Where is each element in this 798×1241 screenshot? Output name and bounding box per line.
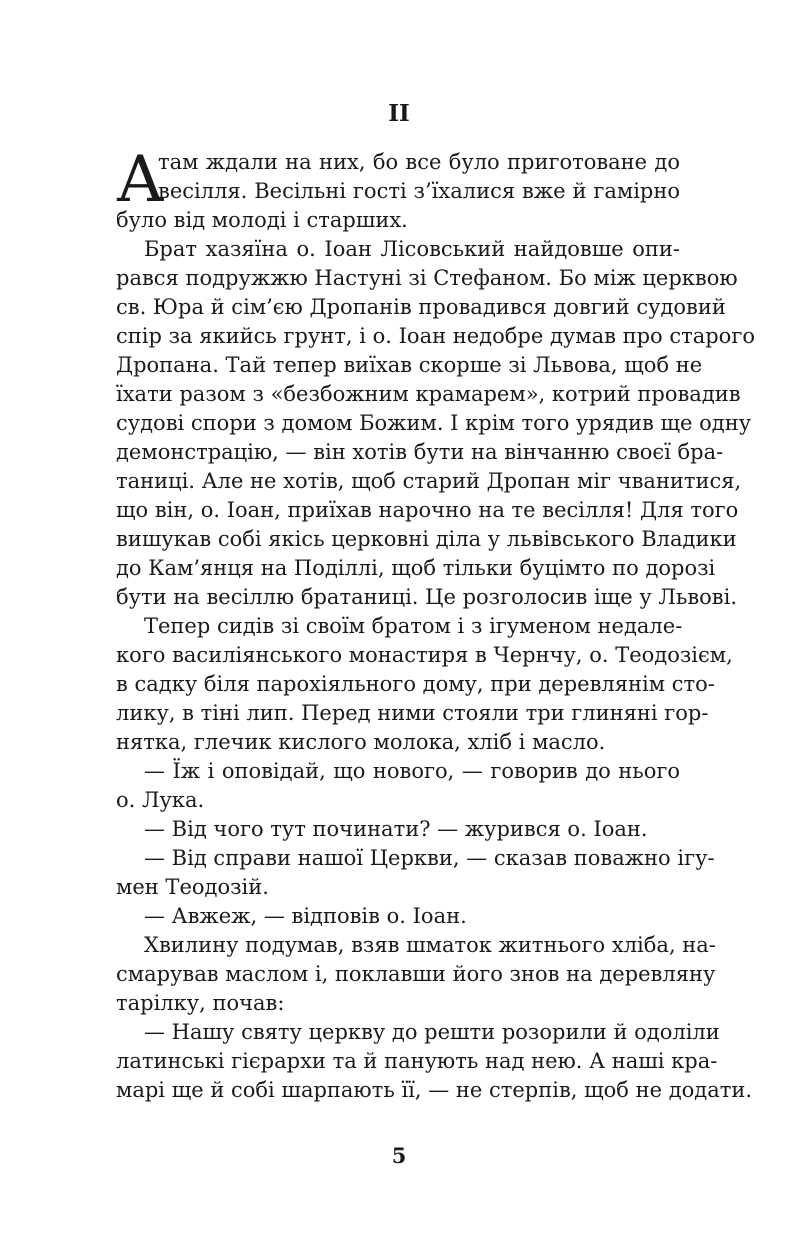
text-line: їхати разом з «безбожним крамарем», котрий провадив <box>116 382 741 406</box>
text-line: вишукав собі якісь церковні діла у львівського Владики <box>116 527 737 551</box>
text-line: мен Теодозій. <box>116 875 269 899</box>
paragraph <box>116 612 733 757</box>
chapter-title: II <box>388 100 410 127</box>
text-line: марі ще й собі шарпають її, — не стерпів, щоб не додати. <box>116 1078 753 1102</box>
paragraph <box>116 902 680 931</box>
paragraph <box>116 1018 753 1105</box>
text-line: лику, в тіні лип. Перед ними стояли три глиняні гор- <box>116 701 709 725</box>
text-line: — Їж і оповідай, що нового, — говорив до нього <box>144 759 680 783</box>
text-line: Тепер сидів зі своїм братом і з ігуменом недале- <box>144 614 683 638</box>
page-number: 5 <box>391 1143 407 1168</box>
paragraph <box>116 815 680 844</box>
text-line: тарілку, почав: <box>116 991 285 1015</box>
text-line: що він, о. Іоан, приїхав нарочно на те весілля! Для того <box>116 498 739 522</box>
paragraph <box>116 931 716 1018</box>
text-line: рався подружжю Настуні зі Стефаном. Бо між церквою <box>116 266 738 290</box>
text-line: в садку біля парохіяльного дому, при деревлянім сто- <box>116 672 715 696</box>
text-line: судові спори з домом Божим. І крім того урядив ще одну <box>116 411 752 435</box>
text-line: Дропана. Тай тепер виїхав скорше зі Львова, щоб не <box>116 353 703 377</box>
text-line: Брат хазяїна о. Іоан Лісовський найдовше опи- <box>144 237 680 261</box>
text-line: там ждали на них, бо все було приготоване до <box>158 150 680 174</box>
body-text <box>116 143 755 1105</box>
text-line: кого василіянського монастиря в Чернчу, о. Теодозієм, <box>116 643 733 667</box>
text-line: таниці. Але не хотів, щоб старий Дропан міг чванитися, <box>116 469 742 493</box>
text-line: — Від чого тут починати? — журився о. Іоан. <box>144 817 648 841</box>
text-line: св. Юра й сім’єю Дропанів провадився довгий судовий <box>116 295 726 319</box>
text-line: нятка, глечик кислого молока, хліб і масло. <box>116 730 606 754</box>
drop-cap: А <box>116 143 165 217</box>
text-line: Хвилину подумав, взяв шматок житнього хліба, на- <box>144 933 716 957</box>
text-line: було від молоді і старших. <box>116 208 408 232</box>
opening-paragraph <box>116 143 680 235</box>
paragraph <box>116 757 680 815</box>
text-line: весілля. Весільні гості з’їхалися вже й гамірно <box>158 179 680 203</box>
text-line: демонстрацію, — він хотів бути на вінчанню своєї бра- <box>116 440 724 464</box>
text-line: бути на весіллю братаниці. Це розголосив іще у Львові. <box>116 585 738 609</box>
text-line: о. Лука. <box>116 788 205 812</box>
text-line: — Нашу святу церкву до решти розорили й одоліли <box>144 1020 720 1044</box>
text-line: смарував маслом і, поклавши його знов на деревляну <box>116 962 716 986</box>
paragraph <box>116 235 755 612</box>
text-line: спір за якийсь грунт, і о. Іоан недобре думав про старого <box>116 324 755 348</box>
text-line: — Авжеж, — відповів о. Іоан. <box>144 904 467 928</box>
text-line: латинські гієрархи та й панують над нею. А наші кра- <box>116 1049 718 1073</box>
paragraph <box>116 844 715 902</box>
text-line: до Кам’янця на Поділлі, щоб тільки буцімто по дорозі <box>116 556 716 580</box>
text-line: — Від справи нашої Церкви, — сказав поважно ігу- <box>144 846 715 870</box>
